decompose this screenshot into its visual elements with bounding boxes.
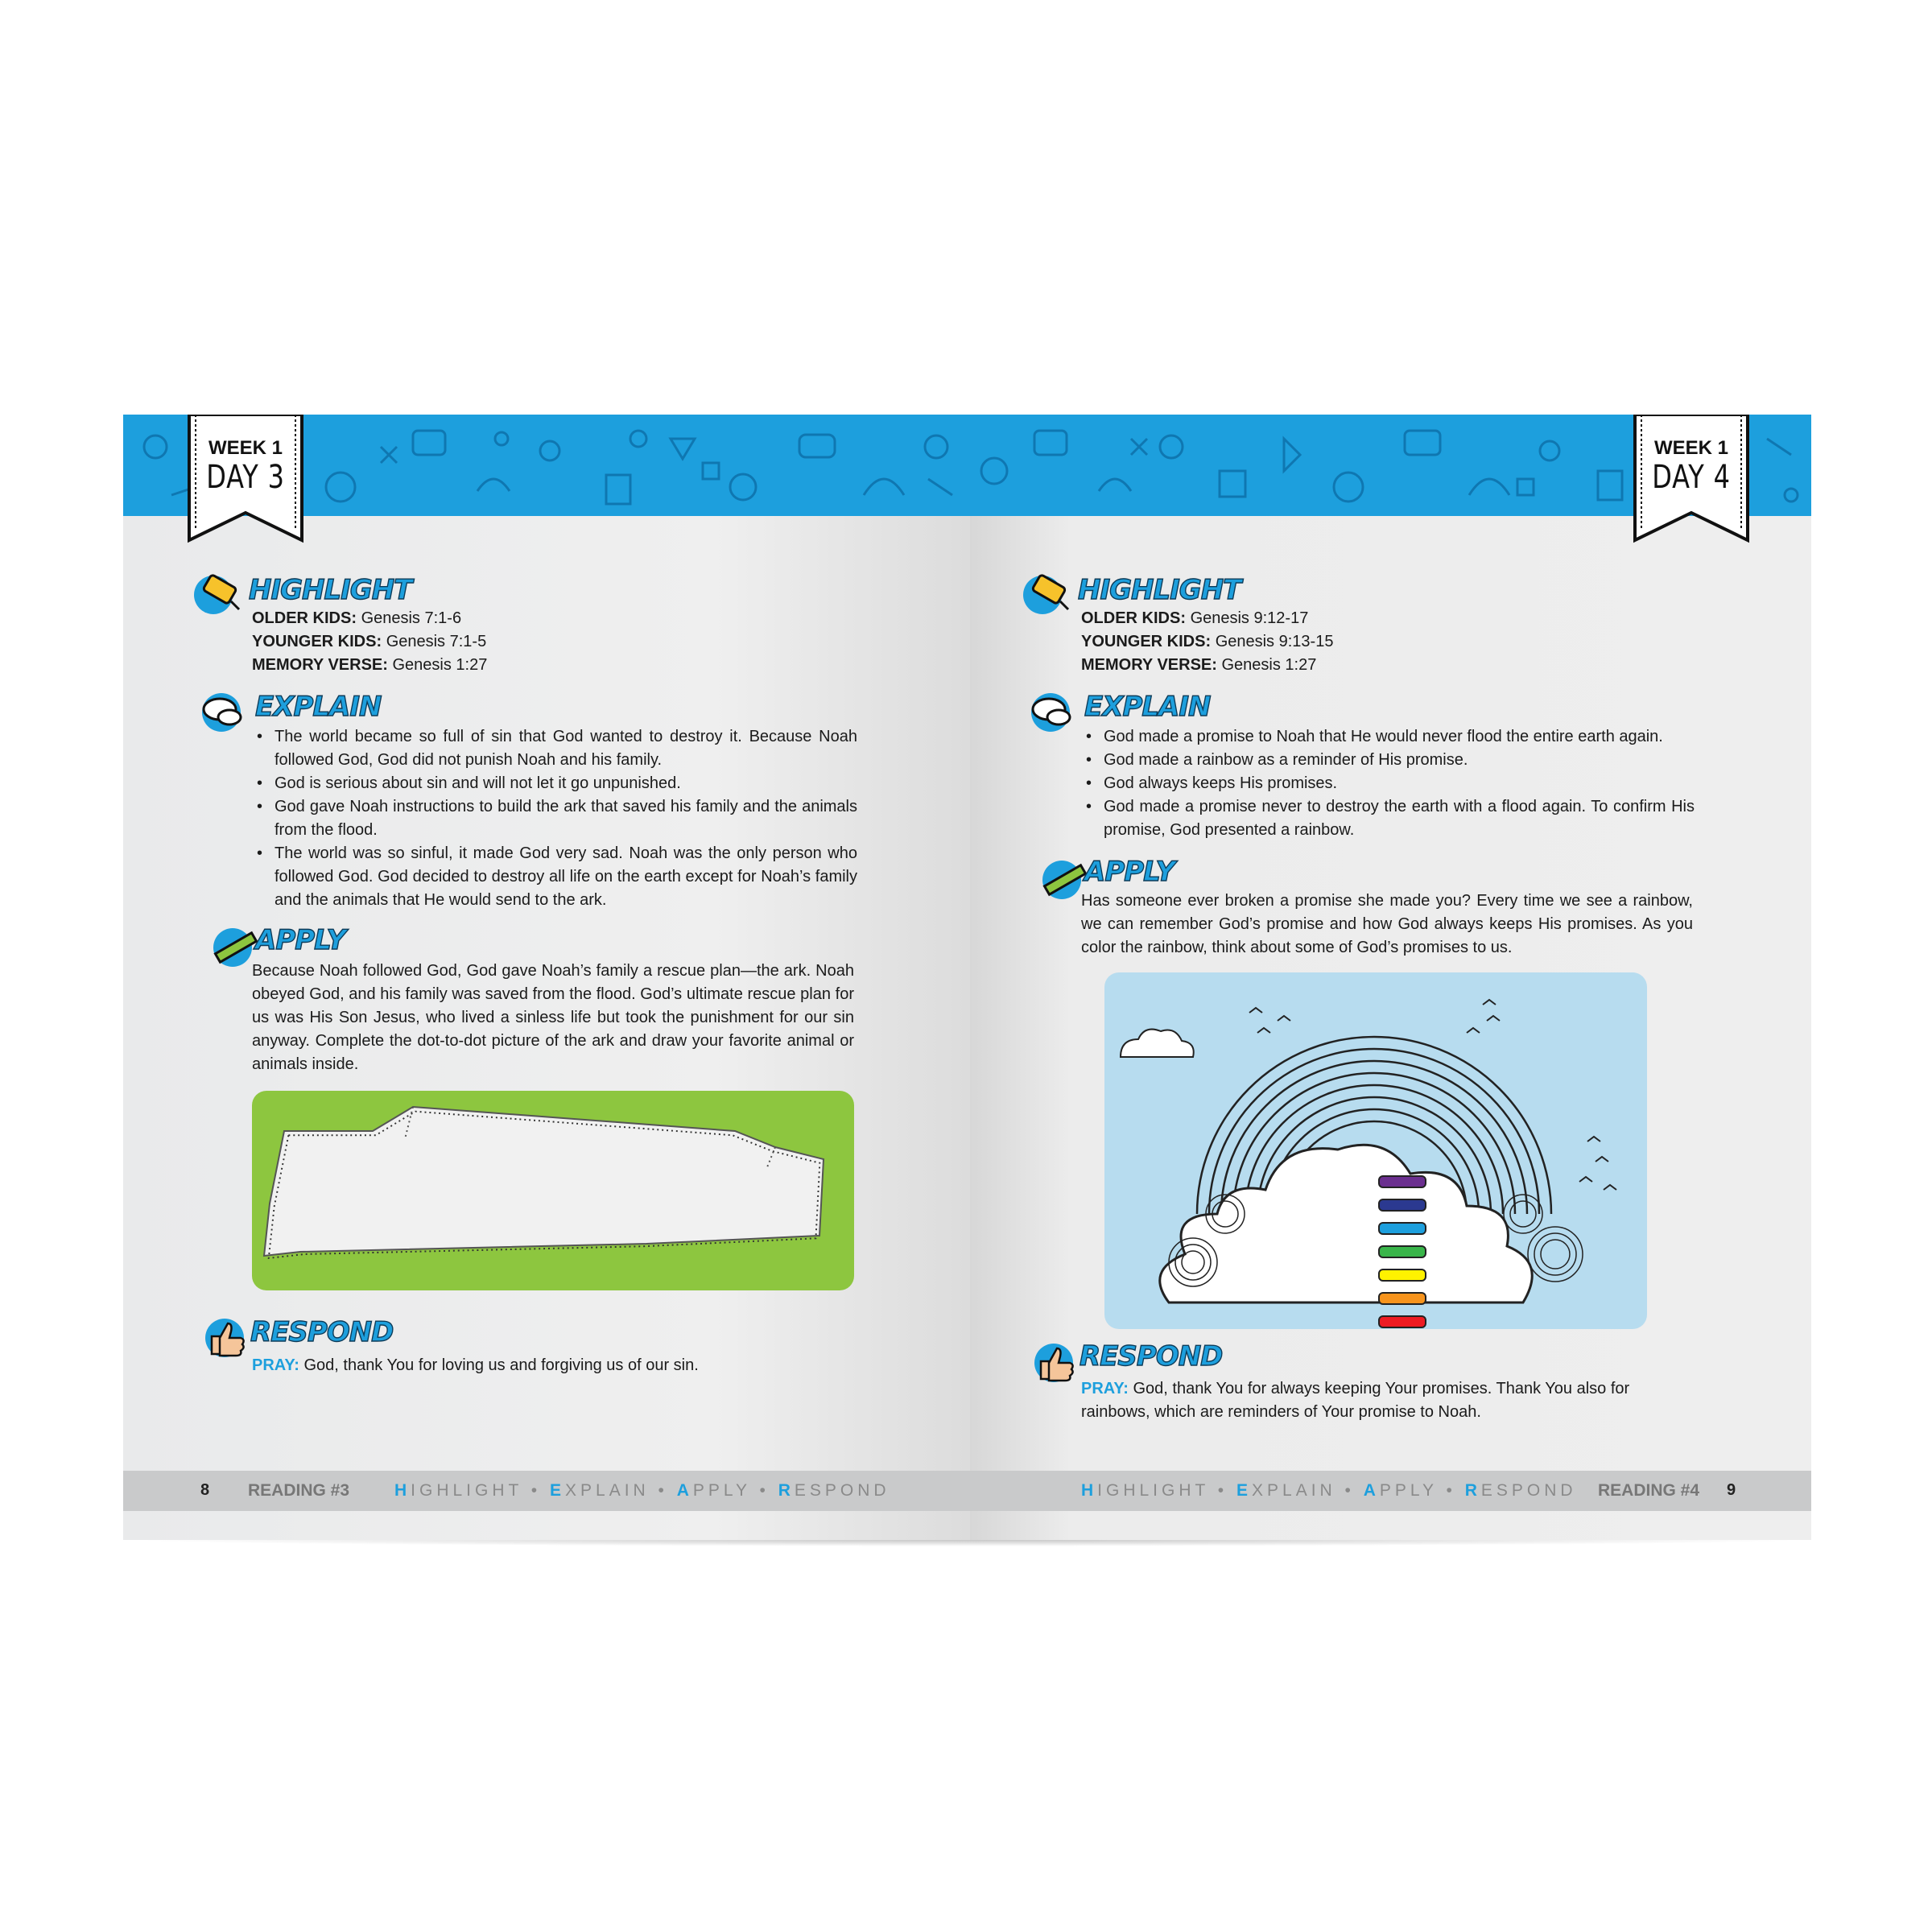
apply-text: Has someone ever broken a promise she made you? Every time we see a rainbow, we can remember God’s promise and how God always keeps His promises. As you color the rainbow, think about some of God’s promises to us. (1081, 892, 1693, 956)
explain-heading: EXPLAIN (255, 691, 382, 723)
thumbs-up-icon (200, 1312, 257, 1360)
week-day-ribbon (1632, 415, 1751, 543)
explain-bullet: • God made a promise never to destroy the earth with a flood again. To confirm His promise, God presented a rainbow. (1083, 795, 1695, 842)
explain-bullet: • God made a promise to Noah that He would never flood the entire earth again. (1083, 725, 1695, 749)
younger-kids-ref: YOUNGER KIDS: Genesis 7:1-5 (252, 633, 487, 650)
crayon-icon (1378, 1269, 1426, 1282)
memory-verse-ref: MEMORY VERSE: Genesis 1:27 (1081, 656, 1317, 674)
week-day-ribbon (186, 415, 305, 543)
respond-heading: RESPOND (250, 1316, 394, 1348)
crayon-icon (1378, 1175, 1426, 1188)
explain-bullets (254, 725, 857, 912)
ark-dot-to-dot-panel (252, 1091, 854, 1290)
left-page (123, 415, 970, 1540)
speech-bubbles-icon (1026, 688, 1083, 737)
explain-bullet: • The world was so sinful, it made God very sad. Noah was the only person who followed God. God decided to destroy all life on the earth except for Noah’s family and the animals that He would send to the ark. (254, 842, 857, 912)
crayon-icon (1378, 1315, 1426, 1328)
explain-bullet: • God always keeps His promises. (1083, 772, 1695, 795)
ark-dot-outline (252, 1091, 854, 1290)
explain-heading: EXPLAIN (1084, 691, 1211, 723)
explain-bullet: • God gave Noah instructions to build the ark that saved his family and the animals from the flood. (254, 795, 857, 842)
speech-bubbles-icon (197, 688, 254, 737)
ribbon-week-label: WEEK 1 (1653, 437, 1728, 459)
rainbow-coloring-panel (1104, 972, 1647, 1329)
crayon-icon (1378, 1222, 1426, 1235)
explain-bullets (1083, 725, 1695, 842)
thumbs-up-icon (1030, 1337, 1086, 1385)
younger-kids-ref: YOUNGER KIDS: Genesis 9:13-15 (1081, 633, 1334, 650)
apply-heading: APPLY (255, 924, 346, 956)
reading-label: READING #4 (1598, 1481, 1700, 1500)
hear-tagline: HIGHLIGHT • EXPLAIN • APPLY • RESPOND (1081, 1481, 1577, 1500)
ribbon-day-label: DAY 3 (206, 459, 285, 496)
pencil-sharpener-icon (1018, 569, 1075, 617)
apply-heading: APPLY (1084, 856, 1175, 888)
reading-label: READING #3 (248, 1481, 350, 1500)
respond-heading: RESPOND (1080, 1340, 1223, 1373)
right-page (970, 415, 1811, 1540)
prayer-text: PRAY: God, thank You for always keeping Your promises. Thank You also for rainbows, which are reminders of Your promise to Noah. (1081, 1380, 1630, 1421)
crayon-icon (1378, 1199, 1426, 1212)
explain-bullet: • God made a rainbow as a reminder of His promise. (1083, 749, 1695, 772)
memory-verse-ref: MEMORY VERSE: Genesis 1:27 (252, 656, 488, 674)
highlight-heading: HIGHLIGHT (1078, 574, 1241, 606)
crayon-icon (1378, 1245, 1426, 1258)
crayon-color-key (1378, 1175, 1435, 1336)
pencil-sharpener-icon (189, 569, 246, 617)
apply-text: Because Noah followed God, God gave Noah’s family a rescue plan—the ark. Noah obeyed God, and his family was saved from the flood. God’s ultimate rescue plan for us was His Son Jesus, who lived a sinless life but took the punishment for our sin anyway. Complete the dot-to-dot picture of the ark and draw your favorite animal or animals inside. (252, 962, 854, 1073)
highlight-heading: HIGHLIGHT (249, 574, 412, 606)
hear-tagline: HIGHLIGHT • EXPLAIN • APPLY • RESPOND (394, 1481, 890, 1500)
page-footer (970, 1471, 1811, 1511)
page-footer (123, 1471, 970, 1511)
page-number: 8 (200, 1481, 210, 1499)
page-number: 9 (1727, 1481, 1736, 1499)
rainbow-illustration (1104, 972, 1647, 1329)
older-kids-ref: OLDER KIDS: Genesis 7:1-6 (252, 609, 462, 627)
ribbon-week-label: WEEK 1 (208, 437, 283, 459)
crayon-icon (1378, 1292, 1426, 1305)
older-kids-ref: OLDER KIDS: Genesis 9:12-17 (1081, 609, 1309, 627)
ribbon-day-label: DAY 4 (1652, 459, 1731, 496)
prayer-text: PRAY: God, thank You for loving us and forgiving us of our sin. (252, 1356, 699, 1374)
explain-bullet: • God is serious about sin and will not let it go unpunished. (254, 772, 857, 795)
explain-bullet: • The world became so full of sin that God wanted to destroy it. Because Noah followed God, God did not punish Noah and his family. (254, 725, 857, 772)
